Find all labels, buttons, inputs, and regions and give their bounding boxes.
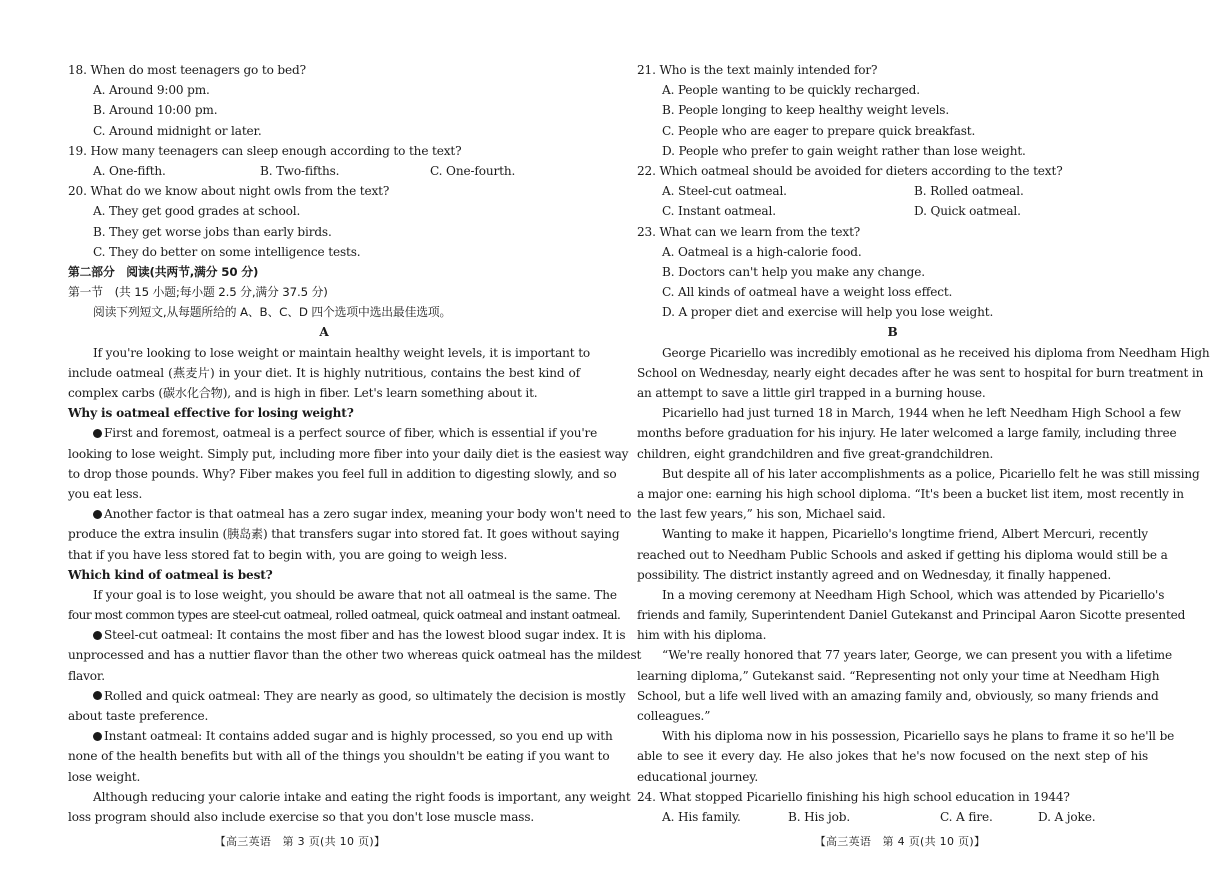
option-18-a: A. Around 9:00 pm. (93, 83, 210, 98)
question-18: 18. When do most teenagers go to bed? (68, 63, 306, 77)
bullet-line (68, 423, 598, 443)
option-24-a: A. His family. (662, 809, 741, 824)
question-19: 19. How many teenagers can sleep enough according to the text? (68, 143, 462, 158)
bullet-line (68, 686, 626, 706)
bullet-icon (93, 429, 102, 438)
passage-a-line: complex carbs (碳水化合物), and is high in fiber. Let's learn something about it. (68, 386, 538, 400)
page-4 (600, 0, 1210, 896)
question-21: 21. Who is the text mainly intended for? (637, 63, 878, 77)
passage-b-line: colleagues.” (637, 709, 711, 723)
option-22-d: D. Quick oatmeal. (914, 204, 1021, 219)
options-19 (68, 161, 580, 181)
passage-a-line: Although reducing your calorie intake and eating the right foods is important, any weight (93, 789, 631, 804)
passage-a-line: lose weight. (68, 769, 141, 784)
passage-b-line: School, but a life well lived with an amazing family and, obviously, so many friends and (637, 688, 1159, 703)
passage-b-line: an attempt to save a little girl trapped in a burning house. (637, 386, 986, 400)
passage-b-line: months before graduation for his injury. He later welcomed a large family, including three (637, 426, 1177, 441)
passage-b-line: George Picariello was incredibly emotional as he received his diploma from Needham High (662, 345, 1210, 360)
option-23-b: B. Doctors can't help you make any change. (662, 264, 925, 279)
passage-b-line: Wanting to make it happen, Picariello's longtime friend, Albert Mercuri, recently (662, 527, 1148, 542)
option-19-c: C. One-fourth. (430, 163, 516, 178)
passage-a-line: include oatmeal (燕麦片) in your diet. It is highly nutritious, contains the best kind of (68, 365, 580, 380)
option-21-b: B. People longing to keep healthy weight levels. (662, 103, 950, 118)
passage-b-line: learning diploma,” Gutekanst said. “Representing not only your time at Needham High (637, 668, 1160, 683)
option-22-b: B. Rolled oatmeal. (914, 184, 1024, 199)
passage-a-line: you eat less. (68, 486, 143, 501)
option-20-c: C. They do better on some intelligence tests. (93, 244, 361, 259)
passage-a-line: produce the extra insulin (胰岛素) that transfers sugar into stored fat. It goes without saying (68, 527, 620, 542)
passage-b-line: educational journey. (637, 769, 759, 784)
passage-b-line: able to see it every day. He also jokes that he's now focused on the next step of his (637, 749, 1148, 764)
passage-b-line: Picariello had just turned 18 in March, 1944 when he left Needham High School a few (662, 406, 1182, 421)
passage-b-line: With his diploma now in his possession, Picariello says he plans to frame it so he'll be (662, 729, 1175, 744)
passage-a-line: flavor. (68, 668, 105, 683)
passage-b-line: friends and family, Superintendent Daniel Gutekanst and Principal Aaron Sicotte presented (637, 608, 1186, 623)
passage-a-label: A (319, 325, 329, 340)
passage-a-line: Another factor is that oatmeal has a zero sugar index, meaning your body won't need to (104, 507, 632, 522)
options-24 (637, 807, 1148, 827)
passage-b-line: reached out to Needham Public Schools and asked if getting his diploma would still be a (637, 547, 1168, 562)
passage-a-line: looking to lose weight. Simply put, including more fiber into your daily diet is the easiest way (68, 446, 629, 461)
passage-a-line: Instant oatmeal: It contains added sugar and is highly processed, so you end up with (104, 729, 613, 744)
right-column (637, 60, 1210, 827)
option-22-a: A. Steel-cut oatmeal. (662, 184, 787, 199)
passage-a-line: Rolled and quick oatmeal: They are nearly as good, so ultimately the decision is mostly (104, 688, 626, 703)
option-21-c: C. People who are eager to prepare quick breakfast. (662, 123, 976, 138)
passage-a-line: If your goal is to lose weight, you should be aware that not all oatmeal is the same. The (93, 587, 617, 602)
question-23: 23. What can we learn from the text? (637, 224, 861, 239)
passage-b-line: children, eight grandchildren and five great-grandchildren. (637, 446, 994, 461)
question-20: 20. What do we know about night owls from the text? (68, 184, 390, 199)
passage-a-line: loss program should also include exercise so that you don't lose muscle mass. (68, 809, 535, 824)
passage-a-line: that if you have less stored fat to begin with, you are going to weigh less. (68, 547, 508, 562)
question-22: 22. Which oatmeal should be avoided for dieters according to the text? (637, 163, 1063, 178)
option-24-b: B. His job. (788, 809, 851, 824)
bullet-line (68, 726, 613, 746)
option-19-a: A. One-fifth. (93, 163, 166, 178)
option-23-a: A. Oatmeal is a high-calorie food. (662, 244, 862, 259)
option-20-a: A. They get good grades at school. (93, 204, 301, 219)
left-column (68, 60, 642, 827)
passage-b-line: But despite all of his later accomplishments as a police, Picariello felt he was still missing (662, 466, 1200, 481)
passage-a-line: unprocessed and has a nuttier flavor than the other two whereas quick oatmeal has the mildest (68, 648, 642, 663)
passage-a-line: If you're looking to lose weight or maintain healthy weight levels, it is important to (93, 345, 591, 360)
option-18-b: B. Around 10:00 pm. (93, 103, 218, 118)
passage-a-line: First and foremost, oatmeal is a perfect source of fiber, which is essential if you're (104, 426, 598, 441)
subheading-which-oatmeal: Which kind of oatmeal is best? (68, 567, 273, 582)
subheading-why-oatmeal: Why is oatmeal effective for losing weight? (68, 406, 354, 421)
question-24: 24. What stopped Picariello finishing his high school education in 1944? (637, 789, 1070, 804)
option-23-d: D. A proper diet and exercise will help you lose weight. (662, 305, 994, 320)
passage-b-line: a major one: earning his high school diploma. “It's been a bucket list item, most recently in (637, 486, 1184, 501)
passage-b-line: possibility. The district instantly agreed and on Wednesday, it finally happened. (637, 567, 1112, 582)
passage-b-line: him with his diploma. (637, 628, 767, 643)
option-23-c: C. All kinds of oatmeal have a weight loss effect. (662, 285, 953, 300)
section-one-heading: 第一节 (共 15 小题;每小题 2.5 分,满分 37.5 分) (68, 285, 328, 300)
bullet-icon (93, 691, 102, 700)
passage-a-line: to drop those pounds. Why? Fiber makes you feel full in addition to digesting slowly, and so (68, 466, 617, 481)
passage-b-line: In a moving ceremony at Needham High School, which was attended by Picariello's (662, 587, 1165, 602)
bullet-line (68, 625, 626, 645)
passage-a-line: none of the health benefits but with all of the things you shouldn't be eating if you want to (68, 749, 610, 764)
passage-a-line: four most common types are steel-cut oatmeal, rolled oatmeal, quick oatmeal and instant oatmeal. (68, 608, 621, 623)
passage-b-line: the last few years,” his son, Michael said. (637, 507, 886, 522)
bullet-icon (93, 631, 102, 640)
part-two-heading: 第二部分 阅读(共两节,满分 50 分) (68, 264, 259, 279)
option-24-c: C. A fire. (940, 809, 993, 824)
reading-instructions: 阅读下列短文,从每题所给的 A、B、C、D 四个选项中选出最佳选项。 (93, 305, 452, 320)
bullet-icon (93, 732, 102, 741)
options-22-cd (637, 201, 1148, 221)
passage-b-line: “We're really honored that 77 years later, George, we can present you with a lifetime (662, 648, 1172, 663)
passage-a-line: about taste preference. (68, 709, 209, 723)
passage-b-label: B (887, 325, 898, 340)
option-19-b: B. Two-fifths. (260, 163, 340, 178)
page-footer: 【高三英语 第 3 页(共 10 页)】 (214, 835, 386, 848)
passage-b-line: School on Wednesday, nearly eight decades after he was sent to hospital for burn treatment in (637, 365, 1204, 380)
options-22-ab (637, 181, 1148, 201)
option-21-a: A. People wanting to be quickly recharged. (662, 83, 920, 98)
option-21-d: D. People who prefer to gain weight rather than lose weight. (662, 143, 1026, 158)
bullet-line (68, 504, 632, 524)
option-18-c: C. Around midnight or later. (93, 123, 262, 138)
bullet-icon (93, 510, 102, 519)
option-20-b: B. They get worse jobs than early birds. (93, 224, 332, 239)
option-22-c: C. Instant oatmeal. (662, 204, 776, 219)
option-24-d: D. A joke. (1038, 809, 1096, 824)
page-footer: 【高三英语 第 4 页(共 10 页)】 (814, 835, 986, 848)
passage-a-line: Steel-cut oatmeal: It contains the most fiber and has the lowest blood sugar index. It is (104, 628, 626, 643)
